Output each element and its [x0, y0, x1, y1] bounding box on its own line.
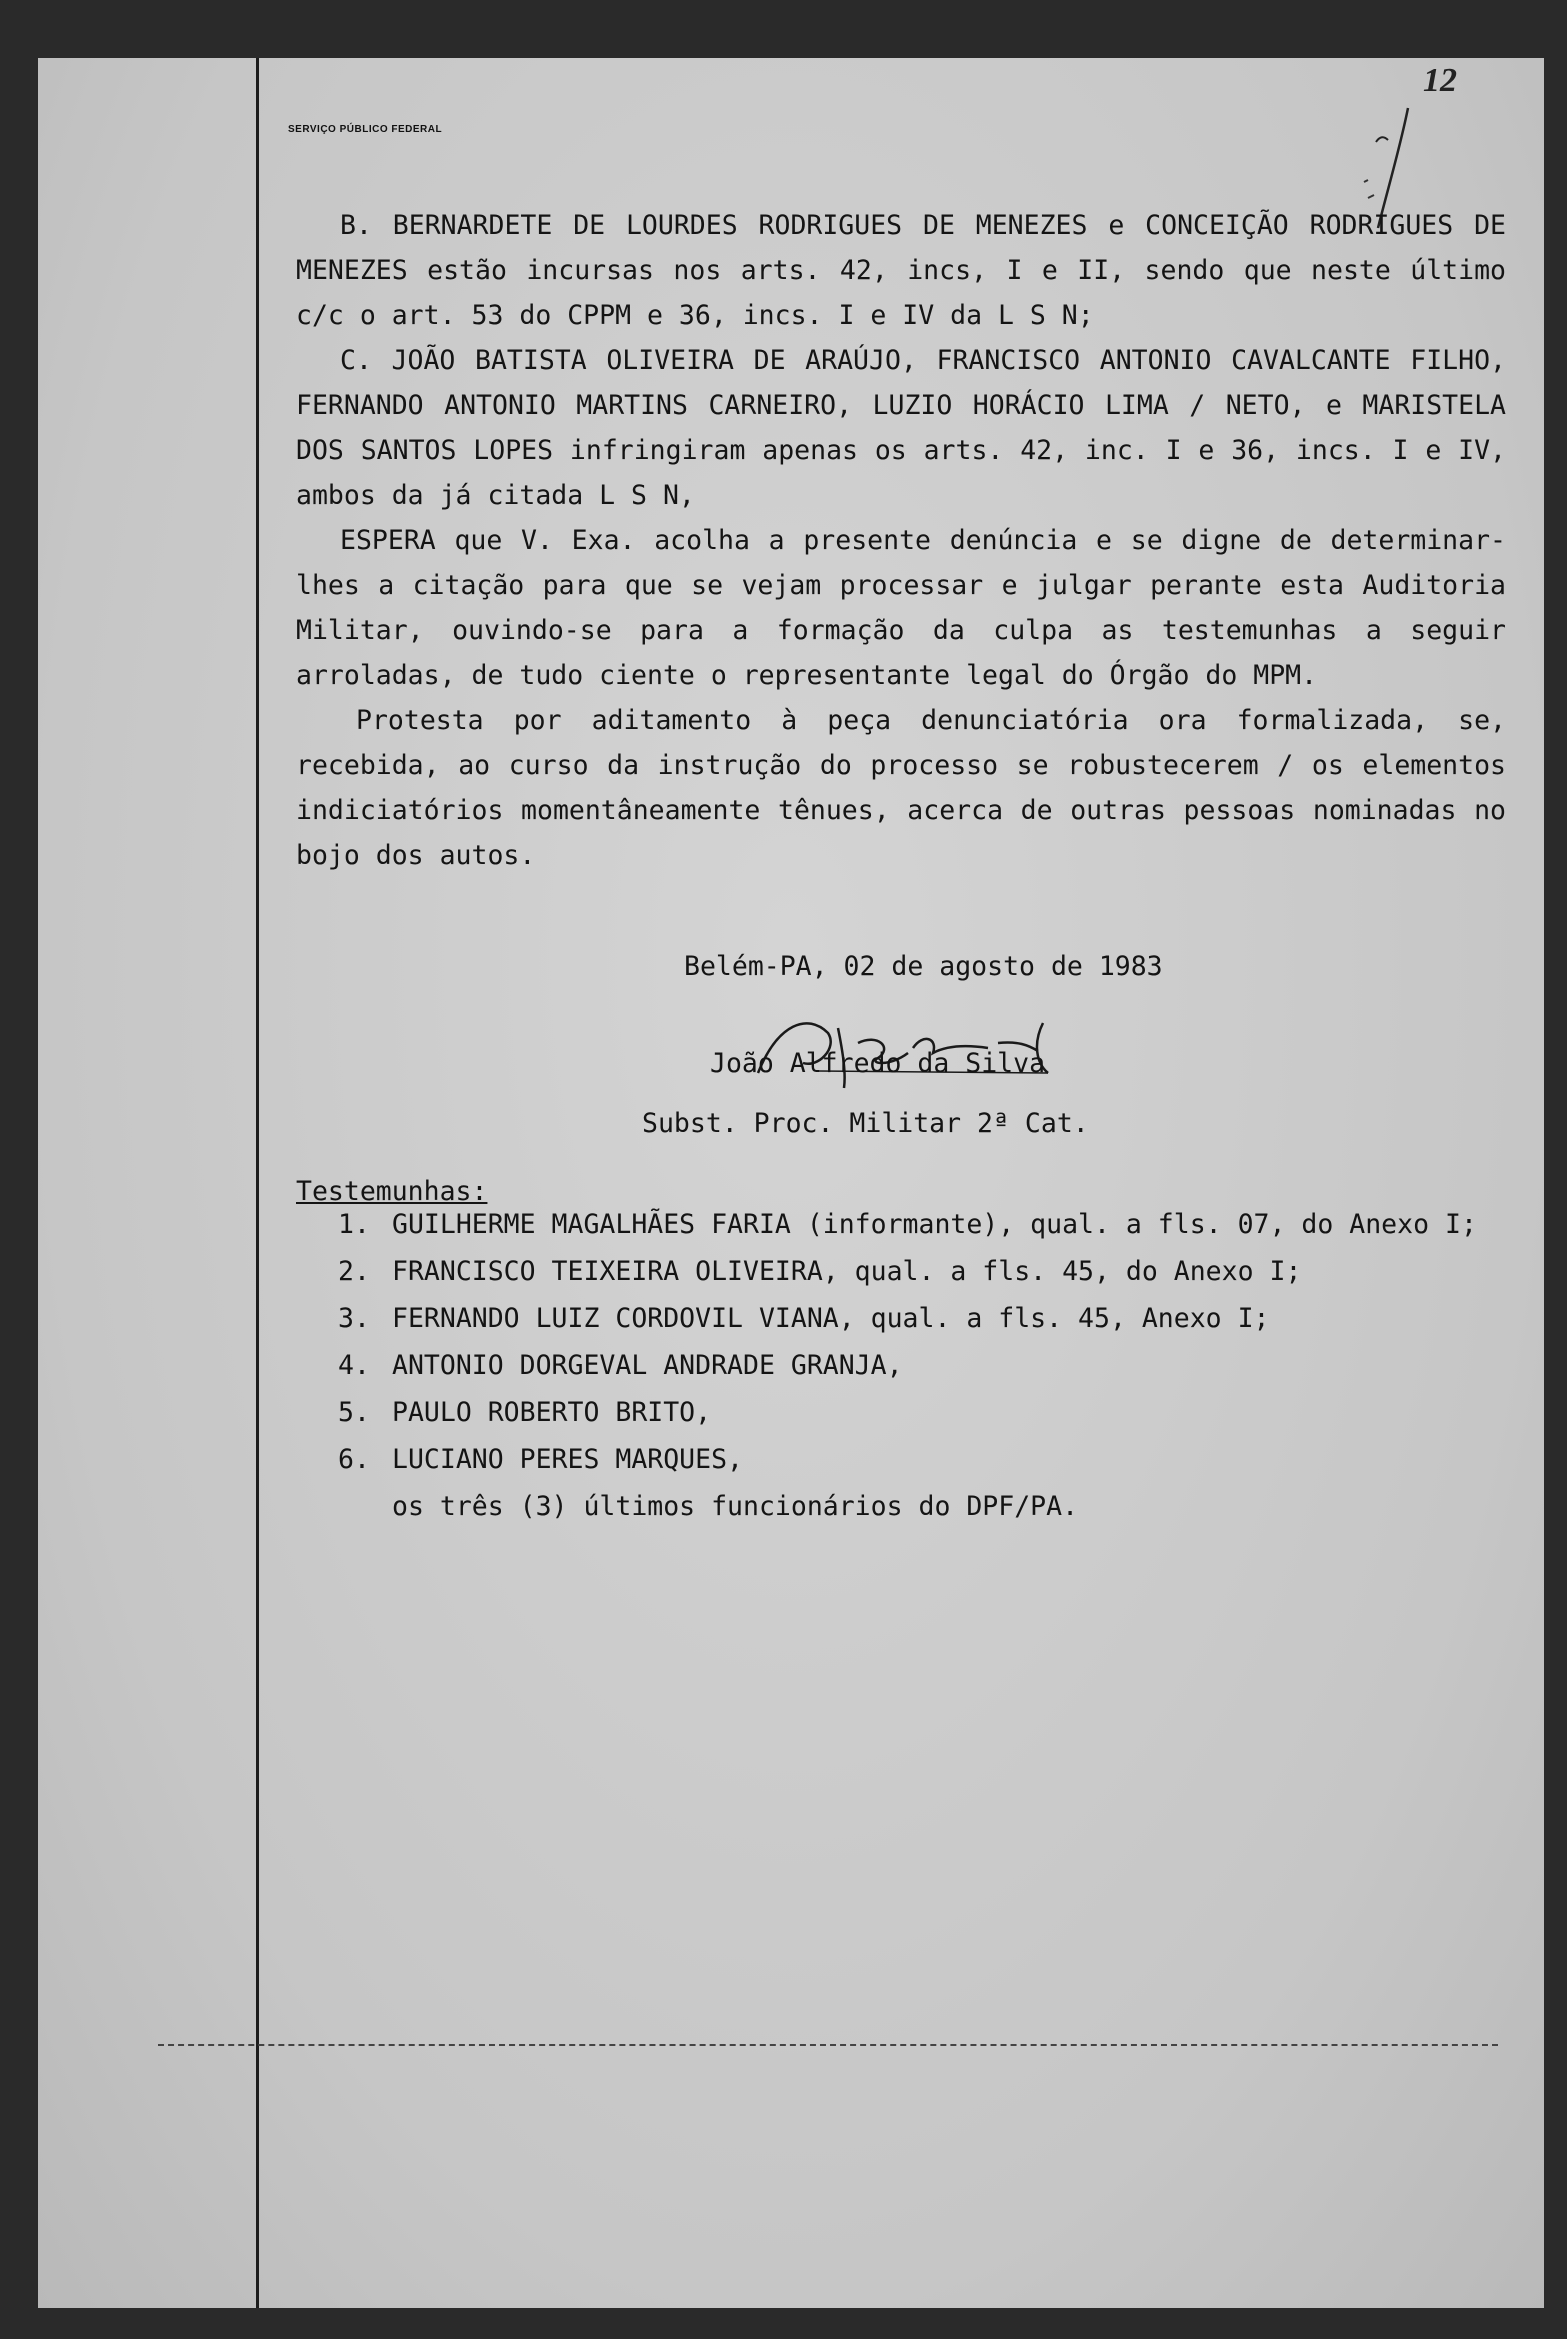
signer-title: Subst. Proc. Militar 2ª Cat. [642, 1108, 1089, 1139]
signer-name: João Alfredo da Silva [710, 1048, 1046, 1079]
page-number: 12 [1423, 62, 1457, 99]
document-body [296, 203, 1506, 878]
paragraph-protesta: Protesta por aditamento à peça denunciatória ora formalizada, se, recebida, ao curso da instrução do processo se robustecerem / os elementos indiciatórios momentâneamente tênues, acerca de outras pessoas nominadas no bojo dos autos. [296, 705, 1506, 871]
letterhead: SERVIÇO PÚBLICO FEDERAL [288, 124, 443, 135]
witness-list [338, 1206, 1508, 1535]
paragraph-espera: ESPERA que V. Exa. acolha a presente denúncia e se digne de determinar-lhes a citação para que se vejam processar e julgar perante esta Auditoria Militar, ouvindo-se para a formação da culpa as testemunhas a seguir arroladas, de tudo ciente o representante legal do Órgão do MPM. [296, 525, 1506, 691]
margin-rule [256, 58, 259, 2308]
list-item: 5. PAULO ROBERTO BRITO, [338, 1397, 712, 1428]
paragraph-c: C. JOÃO BATISTA OLIVEIRA DE ARAÚJO, FRANCISCO ANTONIO CAVALCANTE FILHO, FERNANDO ANTONIO MARTINS CARNEIRO, LUZIO HORÁCIO LIMA / NETO, e MARISTELA DOS SANTOS LOPES infringiram apenas os arts. 42, inc. I e 36, incs. I e IV, ambos da já citada L S N, [296, 345, 1506, 511]
bottom-rule [158, 2044, 1498, 2048]
list-item: 4. ANTONIO DORGEVAL ANDRADE GRANJA, [338, 1350, 903, 1381]
witnesses-heading: Testemunhas: [296, 1176, 488, 1207]
list-item: 2. FRANCISCO TEIXEIRA OLIVEIRA, qual. a fls. 45, do Anexo I; [338, 1256, 1302, 1287]
list-item: 3. FERNANDO LUIZ CORDOVIL VIANA, qual. a fls. 45, Anexo I; [338, 1303, 1270, 1334]
document-page [38, 58, 1544, 2308]
list-item: 6. LUCIANO PERES MARQUES, [338, 1444, 743, 1475]
paragraph-b: B. BERNARDETE DE LOURDES RODRIGUES DE MENEZES e CONCEIÇÃO RODRIGUES DE MENEZES estão incursas nos arts. 42, incs, I e II, sendo que neste último c/c o art. 53 do CPPM e 36, incs. I e IV da L S N; [296, 210, 1506, 331]
place-date: Belém-PA, 02 de agosto de 1983 [684, 951, 1163, 982]
list-item: 1. GUILHERME MAGALHÃES FARIA (informante), qual. a fls. 07, do Anexo I; [338, 1209, 1477, 1240]
witness-closing-note: os três (3) últimos funcionários do DPF/PA. [392, 1491, 1079, 1522]
